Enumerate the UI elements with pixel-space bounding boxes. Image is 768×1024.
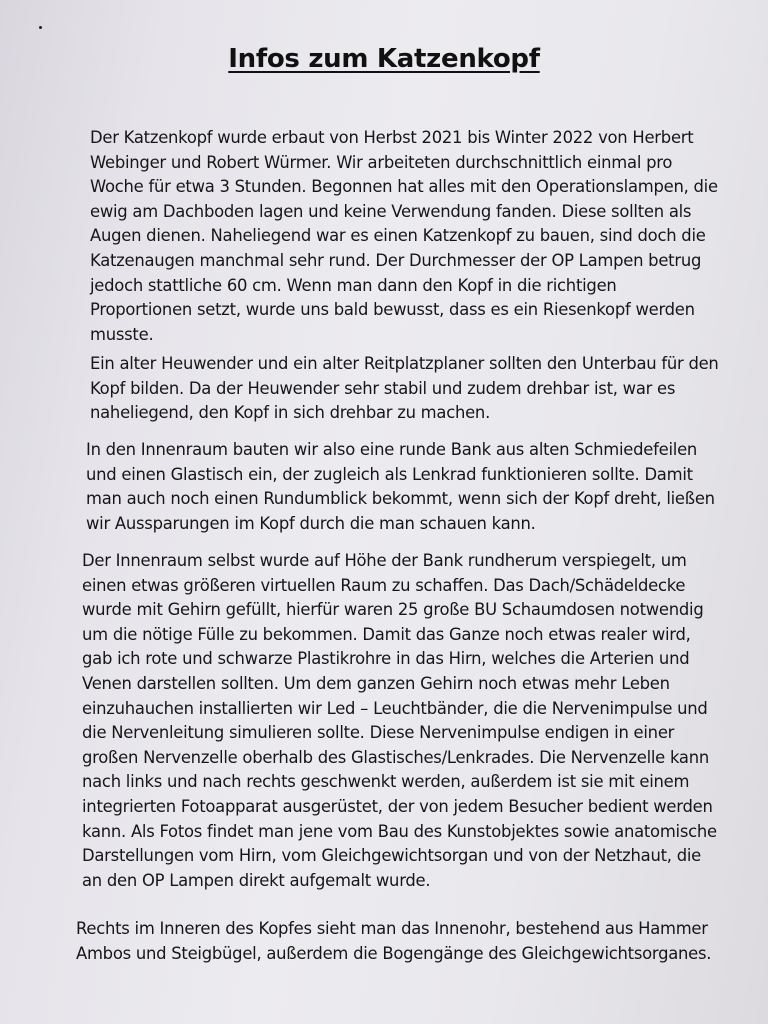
text-line: an den OP Lampen direkt aufgemalt wurde. xyxy=(82,870,431,890)
text-line: musste. xyxy=(90,324,154,344)
text-line: Der Katzenkopf wurde erbaut von Herbst 2021 bis Winter 2022 von Herbert xyxy=(90,128,694,147)
paragraph-1 xyxy=(90,126,718,347)
text-line: Der Innenraum selbst wurde auf Höhe der Bank rundherum verspiegelt, um xyxy=(82,551,687,570)
text-line: und einen Glastisch ein, der zugleich als Lenkrad funktionieren sollte. Damit xyxy=(86,464,693,484)
text-line: wir Aussparungen im Kopf durch die man schauen kann. xyxy=(86,513,536,533)
text-line: Augen dienen. Naheliegend war es einen Katzenkopf zu bauen, sind doch die xyxy=(90,226,706,246)
paragraph-2 xyxy=(90,352,719,426)
paragraph-5 xyxy=(76,917,711,966)
text-line: jedoch stattliche 60 cm. Wenn man dann den Kopf in die richtigen xyxy=(90,275,617,295)
text-line: Katzenaugen manchmal sehr rund. Der Durchmesser der OP Lampen betrug xyxy=(90,250,702,270)
text-line: naheliegend, den Kopf in sich drehbar zu machen. xyxy=(90,403,491,423)
document-title: Infos zum Katzenkopf xyxy=(228,44,540,74)
text-line: In den Innenraum bauten wir also eine runde Bank aus alten Schmiedefeilen xyxy=(86,440,698,459)
text-line: einzuhauchen installierten wir Led – Leuchtbänder, die die Nervenimpulse und xyxy=(82,698,708,718)
paragraph-4 xyxy=(82,549,717,893)
text-line: Darstellungen vom Hirn, vom Gleichgewichtsorgan und von der Netzhaut, die xyxy=(82,846,701,866)
text-line: Venen darstellen sollten. Um dem ganzen Gehirn noch etwas mehr Leben xyxy=(82,673,670,693)
ink-speck xyxy=(39,26,42,29)
text-line: Rechts im Inneren des Kopfes sieht man das Innenohr, bestehend aus Hammer xyxy=(76,919,708,938)
text-line: die Nervenleitung simulieren sollte. Diese Nervenimpulse endigen in einer xyxy=(82,723,675,743)
text-line: Webinger und Robert Würmer. Wir arbeiteten durchschnittlich einmal pro xyxy=(90,152,673,172)
text-line: wurde mit Gehirn gefüllt, hierfür waren 25 große BU Schaumdosen notwendig xyxy=(82,600,704,620)
text-line: kann. Als Fotos findet man jene vom Bau des Kunstobjektes sowie anatomische xyxy=(82,821,717,841)
text-line: Kopf bilden. Da der Heuwender sehr stabil und zudem drehbar ist, war es xyxy=(90,378,676,398)
text-line: Ambos und Steigbügel, außerdem die Bogengänge des Gleichgewichtsorganes. xyxy=(76,943,712,963)
paragraph-3 xyxy=(86,438,715,536)
text-line: gab ich rote und schwarze Plastikrohre in das Hirn, welches die Arterien und xyxy=(82,649,690,669)
text-line: Woche für etwa 3 Stunden. Begonnen hat alles mit den Operationslampen, die xyxy=(90,177,718,197)
text-line: Proportionen setzt, wurde uns bald bewusst, dass es ein Riesenkopf werden xyxy=(90,300,695,320)
text-line: um die nötige Fülle zu bekommen. Damit das Ganze noch etwas realer wird, xyxy=(82,624,691,644)
text-line: integrierten Fotoapparat ausgerüstet, der von jedem Besucher bedient werden xyxy=(82,796,713,816)
text-line: Ein alter Heuwender und ein alter Reitplatzplaner sollten den Unterbau für den xyxy=(90,354,719,373)
text-line: nach links und nach rechts geschwenkt werden, außerdem ist sie mit einem xyxy=(82,772,690,792)
text-line: einen etwas größeren virtuellen Raum zu schaffen. Das Dach/Schädeldecke xyxy=(82,575,686,595)
text-line: man auch noch einen Rundumblick bekommt, wenn sich der Kopf dreht, ließen xyxy=(86,489,715,509)
text-line: großen Nervenzelle oberhalb des Glastisches/Lenkrades. Die Nervenzelle kann xyxy=(82,747,709,767)
text-line: ewig am Dachboden lagen und keine Verwendung fanden. Diese sollten als xyxy=(90,201,692,221)
